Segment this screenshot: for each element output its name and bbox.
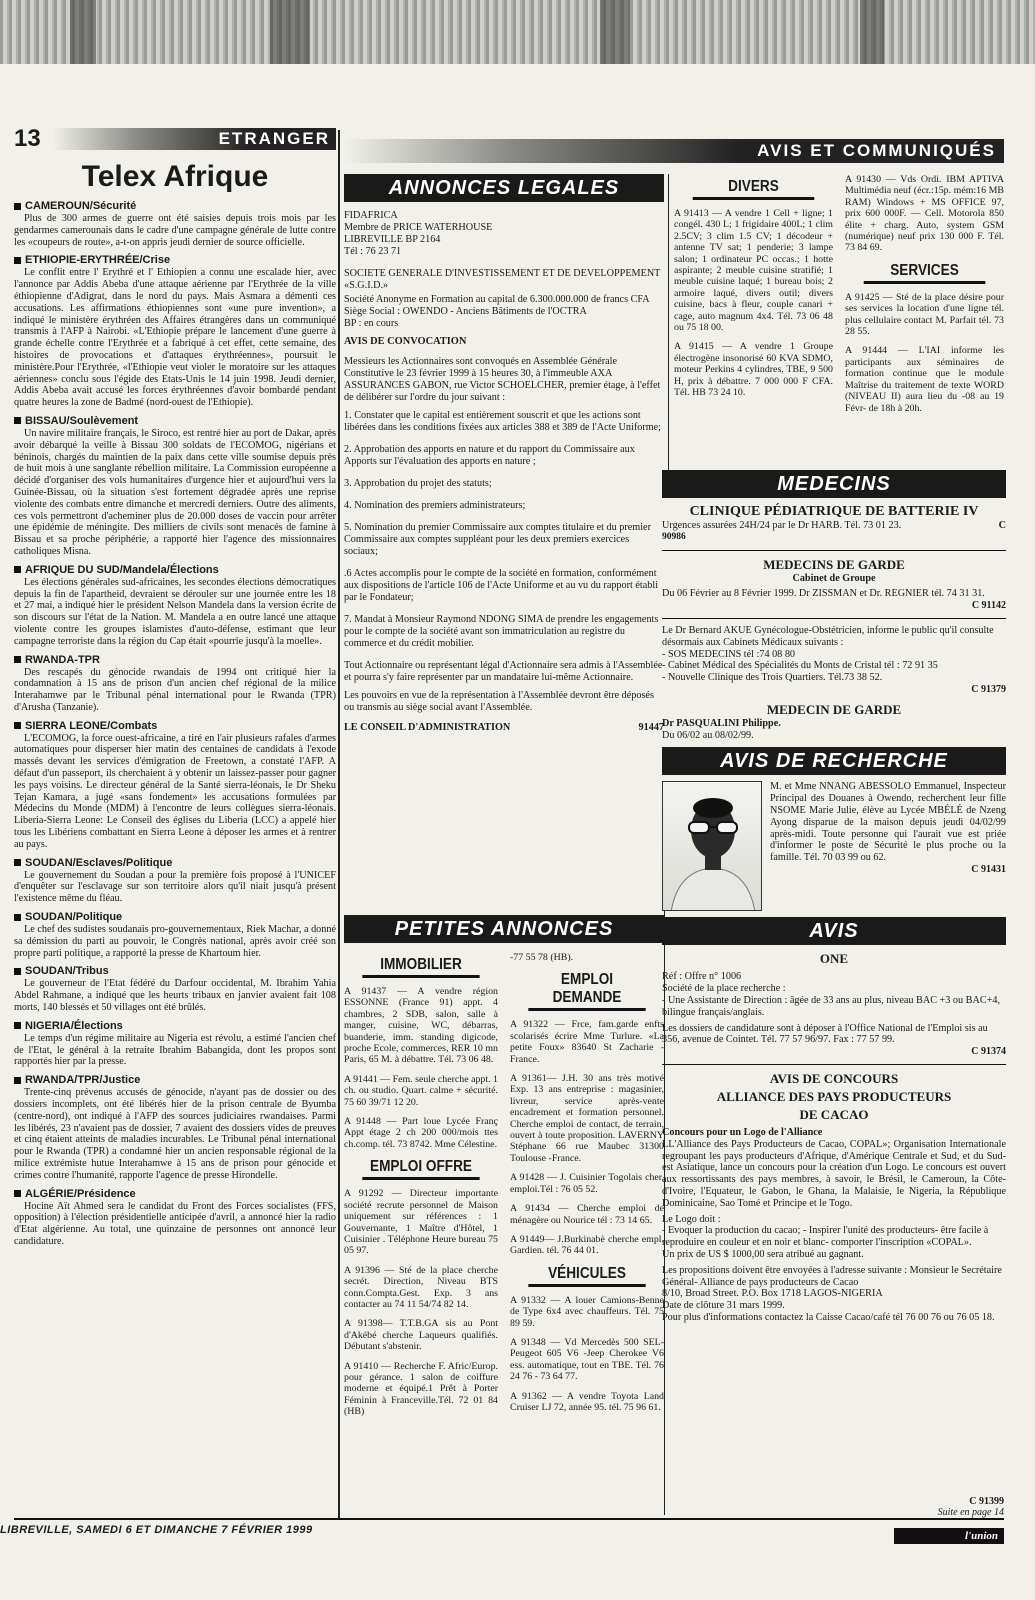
story-headline (14, 415, 336, 427)
story-headline-text: ETHIOPIE-ERYTHRÉE/Crise (25, 254, 171, 267)
story-item (14, 911, 336, 959)
agenda-item: 1. Constater que le capital est entièrement souscrit et que les actions sont libérées dans les conditions fixées aux articles 388 et 389 de l'Acte Uniforme; (344, 410, 661, 433)
emploi-demande-ad: A 91449— J.Burkinabè cherche empl. Gardien. tél. 76 44 01. (510, 1233, 664, 1257)
garde-text: Du 06 Février au 8 Février 1999. Dr ZISSMAN et Dr. REGNIER tél. 74 31 31. (662, 588, 985, 600)
ad-continuation: -77 55 78 (HB). (510, 952, 574, 963)
legal-address-line: FIDAFRICA (344, 210, 398, 221)
emploi-offre-ad: A 91410 — Recherche F. Afric/Europ. pour gérance. 1 salon de coiffure moderne et équipé.1 Prêt à Porter Féminin à Franceville.Tél. 72 01 84 (HB) (344, 1360, 498, 1418)
story-body: Des rescapés du génocide rwandais de 1994 ont critiqué hier la condamnation à 15 ans de prison d'un ancien chef régional de la milice Interahamwe par le Tribunal pénal international pour le Rwanda (TPR) d'Arusha (Tanzanie). (14, 666, 336, 713)
garde2-title: MEDECIN DE GARDE (766, 701, 902, 717)
story-item (14, 200, 336, 248)
story-item (14, 857, 336, 905)
divider (662, 1064, 1006, 1065)
scan-smear (600, 0, 630, 64)
emploi-demande-ad: A 91322 — Frce, fam.garde enfts scolarisés écrire Mme Turlure. «La petite Foux» 83640 St Zacharie - France. (510, 1019, 664, 1065)
emploi-demande-ad: A 91428 — J. Cuisinier Togolais cher. emploi.Tél : 76 05 52. (510, 1172, 664, 1195)
footer-rule (14, 1518, 1004, 1520)
legal-address-line: Tél : 76 23 71 (344, 246, 402, 257)
story-headline-text: RWANDA/TPR/Justice (25, 1074, 141, 1087)
company-siege: Siège Social : OWENDO - Anciens Bâtiments de l'OCTRA (344, 306, 587, 317)
left-column (14, 126, 336, 1516)
story-headline (14, 200, 336, 212)
bullet-square-icon (14, 257, 21, 264)
emploi-offre-ad: A 91292 — Directeur importante société recrute personnel de Maison uniquement sur références : 1 Gouvernante, 1 Maître d'Hôtel, 1 Cuisinier . Téléphone Heure bureau 75 05 97. (344, 1188, 498, 1257)
vehicules-list (510, 1295, 664, 1414)
right-lower (662, 470, 1006, 1515)
story-body: Hocine Aït Ahmed sera le candidat du Front des Forces socialistes (FFS, opposition) à l'élection présidentielle anticipée d'avril, a annoncé hier la radio d'Etat algérienne. Au total, une quinzaine de personnes ont annoncé leur candidature. (14, 1200, 336, 1247)
vehicules-heading: VÉHICULES (528, 1265, 645, 1287)
avis-deposit: Les dossiers de candidature sont à déposer à l'Office National de l'Emploi sis au 356, avenue de Cointet. Tél. 77 57 96/97. Fax : 77 57 99. (662, 1022, 988, 1046)
clinique-text: Urgences assurées 24H/24 par le Dr HARB. Tél. 73 01 23. (662, 520, 902, 531)
story-headline-text: BISSAU/Soulèvement (25, 414, 139, 427)
story-body: Le gouverneur de l'Etat fédéré du Darfour occidental, M. Ibrahim Yahia Abdel Rahmane, a indiqué que les heurts tribaux en janvier avaient fait 108 morts, 140 blessés et 50 villages ont été brûlés. (14, 978, 336, 1014)
petites-annonces (344, 952, 664, 1512)
story-item (14, 720, 336, 851)
concours-p6: Date de clôture 31 mars 1999. (662, 1300, 785, 1312)
story-body: Plus de 300 armes de guerre ont été saisies depuis trois mois par les gendarmes camerounais dans le cadre d'une campagne générale de lutte contre les «coupeurs de route», a-t-on appris jeudi dernier de source officielle. (14, 213, 336, 248)
divers-ad-91430: A 91430 — Vds Ordi. IBM APTIVA Multimédia neuf (écr.:15p. mém:16 MB RAM) Windows + MS OFFICE 97, prix 600 000F. — Cell. Motorola 850 élite + charg. Auto, system GSM (numérique) neuf prix 130 000 F. Tél. 73 84 69. (845, 174, 1004, 254)
emploi-demande-ad: A 91361— J.H. 30 ans très motivé Exp. 13 ans entreprise : magasinier, livreur, service après-vente encadrement et formation personnel. Cherche emploi de contact, de terrain, ouvert à toute proposition. LAVERNY Stéphane 66 rue Maubec 31300 Toulouse -France. (510, 1073, 664, 1164)
footer-logo: l'union (894, 1528, 1004, 1544)
divider (662, 618, 1006, 619)
story-headline-text: SIERRA LEONE/Combats (25, 719, 158, 732)
immobilier-ad: A 91441 — Fem. seule cherche appt. 1 ch. ou studio. Quart. calme + sécurité. 75 60 39/71 12 20. (344, 1073, 498, 1108)
akue-cabinet: - Cabinet Médical des Spécialités du Monts de Cristal tél : 72 91 35 (662, 660, 938, 672)
section-header-avis: AVIS ET COMMUNIQUÉS (344, 139, 1004, 163)
agenda-item: 5. Nomination du premier Commissaire aux comptes titulaire et du premier Commissaire aux comptes suppléant pour les deux premiers exercices sociaux; (344, 522, 651, 557)
clinique-c: C (998, 520, 1006, 531)
clinique-title: CLINIQUE PÉDIATRIQUE DE BATTERIE IV (689, 504, 979, 519)
banner-avis: AVIS (662, 917, 1006, 945)
telex-title: Telex Afrique (81, 160, 269, 193)
bullet-square-icon (14, 1022, 21, 1029)
story-headline-text: SOUDAN/Politique (25, 911, 123, 924)
divers-ad: A 91415 — A vendre 1 Groupe électrogène insonorisé 60 KVA SDMO, moteur Perkins 4 cylindres, TBE, 9 500 H, prix à débattre. 7 000 000 F CFA. Tél. HB 73 24 10. (674, 341, 833, 399)
akue-list (662, 649, 1006, 684)
story-item (14, 1188, 336, 1248)
concours-p2: - Evoquer la production du cacao; - Inspirer l'unité des producteurs- être facile à reproduire en couleur et en noir et blanc- comporter l'inscription «COPAL». (662, 1225, 989, 1249)
agenda-item: 4. Nomination des premiers administrateurs; (344, 500, 526, 511)
story-body: L'ECOMOG, la force ouest-africaine, a tiré en l'air plusieurs rafales d'armes automatiques pour disperser hier matin des centaines de candidats à l'exode massés devant les services d'émigration de Freetown, a constaté l'AFP. A défaut d'un passeport, ils cherchaient à y obtenir un laissez-passer pour gagner les pays voisins. Le directeur général de la Santé sierra-léonais, le Dr Sheku Tejan Kamara, a jugé «sans fondement» les accusations formulées par Médecins du Monde (MDM) à l'encontre de leurs collègues sierra-léonais. Liberia-Sierra Leone: Le Conseil des églises du Liberia (LCC) a appelé hier tous les Libériens combattant en Sierra Leone à déposer les armes et à rentrer au pays. (14, 732, 336, 850)
legal-notices (344, 174, 664, 904)
concours-org-2: DE CACAO (799, 1106, 869, 1122)
clinique-ref: 90986 (662, 531, 686, 542)
story-headline (14, 654, 336, 666)
story-body: Le temps d'un régime militaire au Nigeria est révolu, a estimé l'ancien chef de l'Etat, le général à la retraite Ibrahim Babangida, dont les propos sont rapportés hier par la presse. (14, 1032, 336, 1068)
emploi-offre-ad: A 91396 — Sté de la place cherche secrét. Direction, Niveau BTS conn.Compta.Gest. Exp. 3 ans contacter au 74 11 54/74 82 14. (344, 1264, 498, 1310)
pa-column-right (510, 952, 664, 1512)
story-headline-text: RWANDA-TPR (25, 653, 100, 666)
story-item (14, 564, 336, 648)
bullet-square-icon (14, 722, 21, 729)
scan-smear (270, 0, 310, 64)
section-title: ETRANGER (52, 128, 336, 150)
garde-sub: Cabinet de Groupe (792, 572, 876, 584)
story-headline (14, 254, 336, 266)
vehicule-ad: A 91362 — A vendre Toyota Land Cruiser LJ 72, année 95. tél. 75 96 61. (510, 1390, 664, 1413)
company-details: Société Anonyme en Formation au capital de 6.300.000.000 de francs CFA (344, 294, 650, 305)
closing-text-2: Les pouvoirs en vue de la représentation à l'Assemblée devront être déposés ou transmis au siège social avant l'Assemblée. (344, 690, 654, 713)
story-headline-text: CAMEROUN/Sécurité (25, 200, 137, 212)
story-headline-text: AFRIQUE DU SUD/Mandela/Élections (25, 563, 219, 576)
vehicule-ad: A 91332 — A louer Camions-Benne de Type 6x4 avec chauffeurs. Tél. 75 89 59. (510, 1294, 664, 1329)
story-list (14, 200, 336, 1248)
continuation-note (870, 1496, 1004, 1518)
avis-profile: - Une Assistante de Direction : âgée de 33 ans au plus, niveau BAC +3 ou BAC+4, bilingue français/anglais. (662, 994, 1000, 1018)
convocation-intro: Messieurs les Actionnaires sont convoqués en Assemblée Générale Constitutive le 23 février 1999 à 15 heures 30, à l'immeuble AXA ASSURANCES GABON, rue Victor SCHOELCHER, premier étage, à l'effet de délibérer sur l'ordre du jour suivant : (344, 356, 661, 403)
story-body: Un navire militaire français, le Siroco, est rentré hier au port de Dakar, après avoir débarqué la veille à Bissau 300 soldats de l'ECOMOG, nigérians et béninois, chargés du maintien de la paix dans cette ville soumise depuis près de huit mois à une sanglante rébellion militaire. La Commission européenne a décidé d'organiser des vols humanitaires d'urgence hier et aujourd'hui vers la Guinée-Bissau, où la situation s'est fortement dégradée après une reprise violente des combats entre dimanche et mercredi derniers. Outre des aliments, ces vols permettront d'acheminer plus de 20.000 doses de vaccin pour arrêter une épidémie de méningite. Des milliers de civils sont menacés de famine à Bissau et sa proche périphérie, a rapporté hier l'agence des missionnaires catholiques Misna. (14, 427, 336, 557)
services-column (845, 174, 1004, 484)
page-number: 13 (14, 126, 41, 152)
bullet-square-icon (14, 968, 21, 975)
emploi-demande-heading: EMPLOI DEMANDE (528, 971, 645, 1011)
banner-petites-annonces: PETITES ANNONCES (344, 915, 664, 943)
avis-company: Société de la place recherche : (662, 983, 786, 995)
bullet-square-icon (14, 566, 21, 573)
emploi-demande-ad: A 91434 — Cherche emploi de ménagère ou Nourice tél : 73 14 65. (510, 1203, 664, 1226)
divider (662, 550, 1006, 551)
wanted-ref: C 91431 (971, 863, 1006, 875)
story-headline (14, 720, 336, 732)
emploi-offre-heading: EMPLOI OFFRE (362, 1158, 479, 1180)
company-name: SOCIETE GENERALE D'INVESTISSEMENT ET DE DEVELOPPEMENT (344, 268, 661, 279)
wanted-text: M. et Mme NNANG ABESSOLO Emmanuel, Inspecteur Principal des Douanes à Owendo, recherchent leur fille NSOME Marie Julie, élève au Lycée MBÉLÉ de Nzeng Ayong disparue de la maison depuis jeudi 04/02/99 après-midi. Toute personne qui l'aurait vue est priée d'informer le poste de Sécurité le plus proche ou la famille. Tél. 70 03 99 ou 62. (770, 781, 1006, 864)
services-ad: A 91425 — Sté de la place désire pour ses services la location d'une ligne tél. plus cellulaire contact M. Parfait tél. 73 28 55. (845, 291, 1004, 338)
concours-p4: Les propositions doivent être envoyées à l'adresse suivante : Monsieur le Secrétaire Général- Alliance de pays producteurs de Cacao (662, 1264, 1002, 1288)
legal-address-line: Membre de PRICE WATERHOUSE (344, 222, 493, 233)
story-item (14, 415, 336, 558)
divers-list (674, 208, 833, 399)
concours-p5: 8/10, Broad Street. P.O. Box 1718 LAGOS-NIGERIA (662, 1288, 883, 1300)
signature-line (344, 722, 664, 733)
divers-services (674, 174, 1004, 484)
suite-text: Suite en page 14 (937, 1507, 1004, 1518)
divers-ad: A 91413 — A vendre 1 Cell + ligne; 1 congél. 430 L; 1 frigidaire 400L; 1 clim 2.5CV; 3 clim 1.5 CV; 1 décodeur + antenne TV sat; 1 penderie; 3 lampe salon; 1 ordinateur PC occas.; 1 hotte aspirante; 2 meuble cuisine stratifié; 1 meuble cuisine laqué; 1 bureau bois; 2 armoire laqué, divers outil; divers cuisine, bacs à fleur, couple canari + cage, auto magnum 4x4. Tél. 73 06 48 ou 75 18 00. (674, 208, 833, 334)
emploi-offre-ad: A 91398— T.T.B.GA sis au Pont d'Akébé cherche Laqueurs qualifiés. Débutant s'abstenir. (344, 1318, 498, 1353)
vehicule-ad: A 91348 — Vd Mercedès 500 SEL- Peugeot 605 V6 -Jeep Cherokee V6 ess. automatique, tout en TBE. Tél. 76 24 76 - 73 64 77. (510, 1336, 664, 1383)
services-ad: A 91444 — L'IAI informe les participants aux séminaires de formation continue que le module Maîtrise du traitement de texte WORD (NIVEAU II) aura lieu du -08 au 19 Févr- de 18h à 20h. (845, 345, 1004, 414)
story-item (14, 1074, 336, 1181)
story-headline (14, 1020, 336, 1032)
services-list (845, 292, 1004, 414)
story-body: Le gouvernement du Soudan a pour la première fois proposé à l'UNICEF d'enquêter sur l'esclavage sur son territoire alors qu'il niait jusqu'à présent l'existence même du fléau. (14, 869, 336, 905)
portrait-icon (663, 782, 762, 911)
banner-medecins: MEDECINS (662, 470, 1006, 498)
bullet-square-icon (14, 859, 21, 866)
story-body: Le chef des sudistes soudanais pro-gouvernementaux, Riek Machar, a donné sa démission du parti au pouvoir, le Congrès national, après avoir créé son propre parti politique, a rapporté la presse de Khartoum hier. (14, 924, 336, 959)
akue-cabinet: - SOS MEDECINS tél :74 08 80 (662, 648, 796, 660)
immobilier-list (344, 986, 498, 1150)
story-headline (14, 1074, 336, 1086)
concours-p7: Pour plus d'informations contactez la Caisse Cacao/café tél 76 00 76 ou 76 05 18. (662, 1311, 995, 1323)
agenda-item: 7. Mandat à Monsieur Raymond NDONG SIMA de prendre les engagements pour le compte de la société avant son immatriculation au registre du commerce et du crédit mobilier. (344, 614, 659, 649)
story-item (14, 965, 336, 1013)
divers-heading: DIVERS (693, 178, 815, 200)
emploi-demande-list (510, 1019, 664, 1256)
story-headline-text: SOUDAN/Esclaves/Politique (25, 856, 173, 869)
scan-smear (70, 0, 96, 64)
garde-ref: C 91142 (971, 600, 1006, 612)
bullet-square-icon (14, 1077, 21, 1084)
story-body: Le conflit entre l' Erythré et l' Ethiopien a connu une escalade hier, avec l'annonce par Addis Abeba d'une attaque aérienne par l'Erythrée de la ville éthiopienne d'Adigrat, dans le nord du pays. Mais Asmara a démenti ces accusations. Les affirmations éthiopiennes sont «une pure invention», a indiqué le ministère érythréen des Affaires étrangères dans un communiqué transmis à l'AFP à Nairobi. «L'Ethiopie prépare le lancement d'une guerre à grande échelle contre l'Erythrée et a fabriqué à cet effet, cette semaine, des histoires de provocations et d'attaques érythréennes», poursuit le ministère.Pour l'Erythrée, «l'Ethiopie veut violer le moratoire sur les attaques aériennes» conclu sous l'égide des Etats-Unis le 14 juin 1998. Jeudi dernier, Addis Abeba avait accusé les forces érythréennes d'avoir bombardé pendant quatre heures la zone de Badmé (nord-ouest de l'Ethiopie). (14, 267, 336, 409)
story-headline-text: ALGÉRIE/Présidence (25, 1187, 136, 1200)
akue-cabinet: - Nouvelle Clinique des Trois Quartiers. Tél.73 38 52. (662, 672, 883, 684)
bullet-square-icon (14, 1190, 21, 1197)
agenda-list (344, 410, 664, 650)
column-rule (338, 130, 340, 1520)
story-headline-text: NIGERIA/Élections (25, 1019, 123, 1032)
banner-annonces-legales: ANNONCES LEGALES (344, 174, 664, 202)
concours-title: AVIS DE CONCOURS (769, 1070, 899, 1086)
closing-text-1: Tout Actionnaire ou représentant légal d'Actionnaire sera admis à l'Assemblée et pourra s'y faire représenter par un mandataire lui-même Actionnaire. (344, 660, 663, 683)
emploi-offre-list (344, 1188, 498, 1417)
bullet-square-icon (14, 914, 21, 921)
footer-dateline: LIBREVILLE, SAMEDI 6 ET DIMANCHE 7 FÉVRIER 1999 (0, 1524, 313, 1536)
wanted-text-wrap (770, 781, 1006, 911)
wanted-notice (662, 781, 1006, 911)
story-headline (14, 564, 336, 576)
story-headline (14, 911, 336, 923)
missing-person-photo (662, 781, 762, 911)
legal-address-line: LIBREVILLE BP 2164 (344, 234, 441, 245)
story-item (14, 654, 336, 714)
story-body: Trente-cinq prévenus accusés de génocide, n'ayant pas de dossier ou des dossiers incomplets, ont été libérés hier de la prison centrale de Byumba (centre-nord), ont indiqué à l'AFP des sources judiciaires rwandaises. Parmi les libérés, 23 n'avaient pas de dossier, 7 avaient des dossiers vides de preuves et cinq étaient atteints de maladies incurables. Le Tribunal pénal international pour le Rwanda (TPR) a condamné hier un ancien responsable régional de la milice extrémiste hutue Interahamwe à 15 ans de prison pour génocide et crimes contre l'humanité, rapporte l'agence de presse Hirondelle. (14, 1087, 336, 1181)
story-headline (14, 857, 336, 869)
akue-ref: C 91379 (971, 683, 1006, 695)
concours-ref: C 91399 (969, 1496, 1004, 1507)
immobilier-heading: IMMOBILIER (362, 956, 479, 978)
immobilier-ad: A 91448 — Part loue Lycée Franç Appt étage 2 ch 200 000/mois ttes ch.comp. tél. 73 8742. Mme Célestine. (344, 1116, 498, 1150)
story-headline (14, 965, 336, 977)
akue-text: Le Dr Bernard AKUE Gynécologue-Obstétricien, informe le public qu'il consulte désormais aux Cabinets Médicaux suivants : (662, 624, 994, 648)
story-item (14, 1020, 336, 1068)
avis-ref: C 91374 (971, 1046, 1006, 1058)
story-item (14, 254, 336, 409)
pa-column-left (344, 952, 498, 1512)
bullet-square-icon (14, 417, 21, 424)
scan-top-band (0, 0, 1035, 64)
company-abbr: «S.G.I.D.» (344, 280, 389, 291)
immobilier-ad: A 91437 — A vendre région ESSONNE (France 91) appt. 4 chambres, 2 SDB, salon, salle à manger, cuisine, WC, débarras, buanderie, imm. standing digicode, proche Ecole, commerces, RER 10 mn Paris, 65 M. à débattre. Tél. 73 06 48. (344, 986, 498, 1066)
legal-address (344, 210, 664, 258)
clinique-line (662, 520, 1006, 532)
agenda-item: .6 Actes accomplis pour le compte de la société en formation, conformément aux dispositions de l'article 106 de l'Acte Uniforme et au vu du rapport établi par le Fondateur; (344, 568, 659, 603)
banner-avis-recherche: AVIS DE RECHERCHE (662, 747, 1006, 775)
concours-p3: Un prix de US $ 1000,00 sera atribué au gagnant. (662, 1248, 864, 1260)
concours-p2-title: Le Logo doit : (662, 1213, 721, 1225)
agenda-item: 2. Approbation des apports en nature et du rapport du Commissaire aux Apports sur l'évaluation des apports en nature ; (344, 444, 635, 467)
company-bp: BP : en cours (344, 318, 399, 329)
section-header-etranger (14, 126, 336, 152)
garde-title: MEDECINS DE GARDE (763, 556, 905, 572)
avis-title: ONE (819, 951, 849, 967)
avis-offer: Réf : Offre n° 1006 (662, 971, 742, 983)
petites-annonces-header (344, 915, 664, 943)
garde2-dates: Du 06/02 au 08/02/99. (662, 729, 754, 741)
bullet-square-icon (14, 656, 21, 663)
agenda-item: 3. Approbation du projet des statuts; (344, 478, 492, 489)
scan-smear (860, 0, 884, 64)
bullet-square-icon (14, 203, 21, 210)
concours-p1: LL'Alliance des Pays Producteurs de Cacao, COPAL»; Organisation Internationale regroupant les pays producteurs d'Afrique, d'Amérique Centrale et Sud, et du Sud-est Asiatique, lance un concours pour la création d'un Logo. Le concours est ouvert aux ressortissants des pays membres, à savoir, le Brésil, le Cameroun, la Côte-d'Ivoire, l'Equateur, le Gabon, le Ghana, la Malaisie, le Nigeria, la République Dominicaine, Sao Tomé et Principe et le Togo. (662, 1138, 1006, 1209)
legal-ref: 91447 (638, 722, 664, 733)
garde2-name: Dr PASQUALINI Philippe. (662, 717, 781, 729)
divers-column (674, 174, 833, 484)
concours-subtitle: Concours pour un Logo de l'Alliance (662, 1126, 823, 1138)
services-heading: SERVICES (864, 262, 986, 284)
story-body: Les élections générales sud-africaines, les secondes élections démocratiques depuis la fin de l'apartheid, devraient se dérouler sur une journée entre les 18 et 27 mai, a indiqué hier le président Nelson Mandela dans la version écrite de son discours sur l'état de la Nation. M. Mandela a en outre lancé une attaque violente contre les groupes islamistes d'auto-défense, estimant que leur campagne terroriste dans la région du Cap était «pourrie jusqu'à la moelle». (14, 576, 336, 647)
avis-convocation-title: AVIS DE CONVOCATION (344, 336, 467, 347)
column-rule (668, 174, 669, 474)
story-headline (14, 1188, 336, 1200)
signature: LE CONSEIL D'ADMINISTRATION (344, 722, 511, 733)
concours-org-1: ALLIANCE DES PAYS PRODUCTEURS (716, 1088, 952, 1104)
story-headline-text: SOUDAN/Tribus (25, 965, 109, 978)
